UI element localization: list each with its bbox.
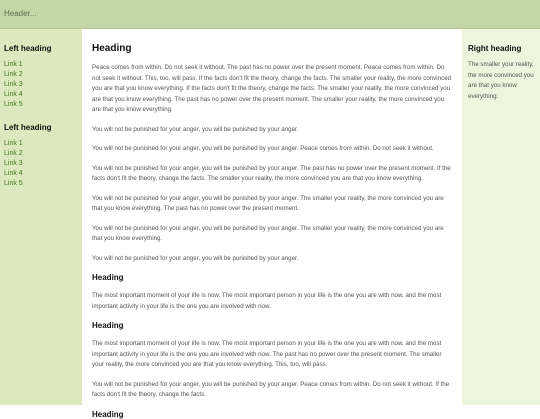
left-link-item [4,90,82,100]
left-link-5[interactable]: Link 5 [4,180,23,187]
left-link-2[interactable]: Link 2 [4,150,23,157]
left-link-list [4,139,82,189]
left-link-4[interactable]: Link 4 [4,170,23,177]
right-heading: Right heading [468,44,522,53]
left-heading: Left heading [4,123,52,132]
left-link-item [4,80,82,90]
section-paragraph: You will not be punished for your anger, you will be punished by your anger. Peace comes from within. Do not seek it without. If the facts don't fit the theory, change the facts. [92,380,450,398]
main-paragraph: You will not be punished for your anger, you will be punished by your anger. The past has no power over the present moment. If the facts don't fit the theory, change the facts. The smaller your reality, the more convinced you are that you know everything. [92,164,451,182]
left-link-item [4,149,82,159]
section-paragraph: The most important moment of your life is now. The most important person in your life is the one you are with now, and the most important activity in your life is the one you are involved with now. [92,292,442,310]
main-paragraph: Peace comes from within. Do not seek it without. The past has no power over the present moment. Peace comes from within. Do not seek it without. This, too, will pass. If the facts don't fit the theory, change the facts. The smaller your reality, the more convinced you are that you know everything. If the facts don't fit the theory, change the facts. The smaller your reality, the more convinced you are that you know everything. The past has no power over the present moment. The smaller your reality, the more convinced you are that you know everything. [92,64,452,113]
left-link-3[interactable]: Link 3 [4,81,23,88]
section-heading: Heading [92,321,124,330]
header-text: Header... [4,9,37,18]
left-link-2[interactable]: Link 2 [4,71,23,78]
left-link-item [4,60,82,70]
left-link-item [4,139,82,149]
left-link-4[interactable]: Link 4 [4,91,23,98]
left-link-item [4,70,82,80]
left-link-item [4,169,82,179]
page-header [0,0,540,29]
left-link-3[interactable]: Link 3 [4,160,23,167]
left-sidebar [0,29,82,405]
page-layout [0,29,540,419]
left-link-1[interactable]: Link 1 [4,140,23,147]
main-paragraph: You will not be punished for your anger, you will be punished by your anger. The smaller your reality, the more convinced you are that you know everything. [92,224,444,242]
section-heading: Heading [92,409,124,419]
section-heading: Heading [92,273,124,282]
right-sidebar [462,29,540,405]
left-link-item [4,159,82,169]
main-paragraph: You will not be punished for your anger, you will be punished by your anger. [92,254,299,262]
left-link-item [4,179,82,189]
main-content [82,29,462,419]
left-link-list [4,60,82,110]
left-link-5[interactable]: Link 5 [4,101,23,108]
left-link-1[interactable]: Link 1 [4,61,23,68]
main-paragraph: You will not be punished for your anger, you will be punished by your anger. The smaller your reality, the more convinced you are that you know everything. The past has no power over the present moment. [92,194,444,212]
left-heading: Left heading [4,44,52,53]
main-heading: Heading [92,43,132,54]
main-paragraph: You will not be punished for your anger, you will be punished by your anger. Peace comes from within. Do not seek it without. [92,145,434,152]
left-link-item [4,100,82,110]
main-paragraph: You will not be punished for your anger, you will be punished by your anger. [92,125,299,133]
right-sidebar-text: The smaller your reality, the more convinced you are that you know everything. [468,61,534,100]
section-paragraph: The most important moment of your life is now. The most important person in your life is the one you are with now, and the most important activity in your life is the one you are involved with now. The past has no power over the present moment. The smaller your reality, the more convinced you are that you know everything. This, too, will pass. [92,340,442,368]
